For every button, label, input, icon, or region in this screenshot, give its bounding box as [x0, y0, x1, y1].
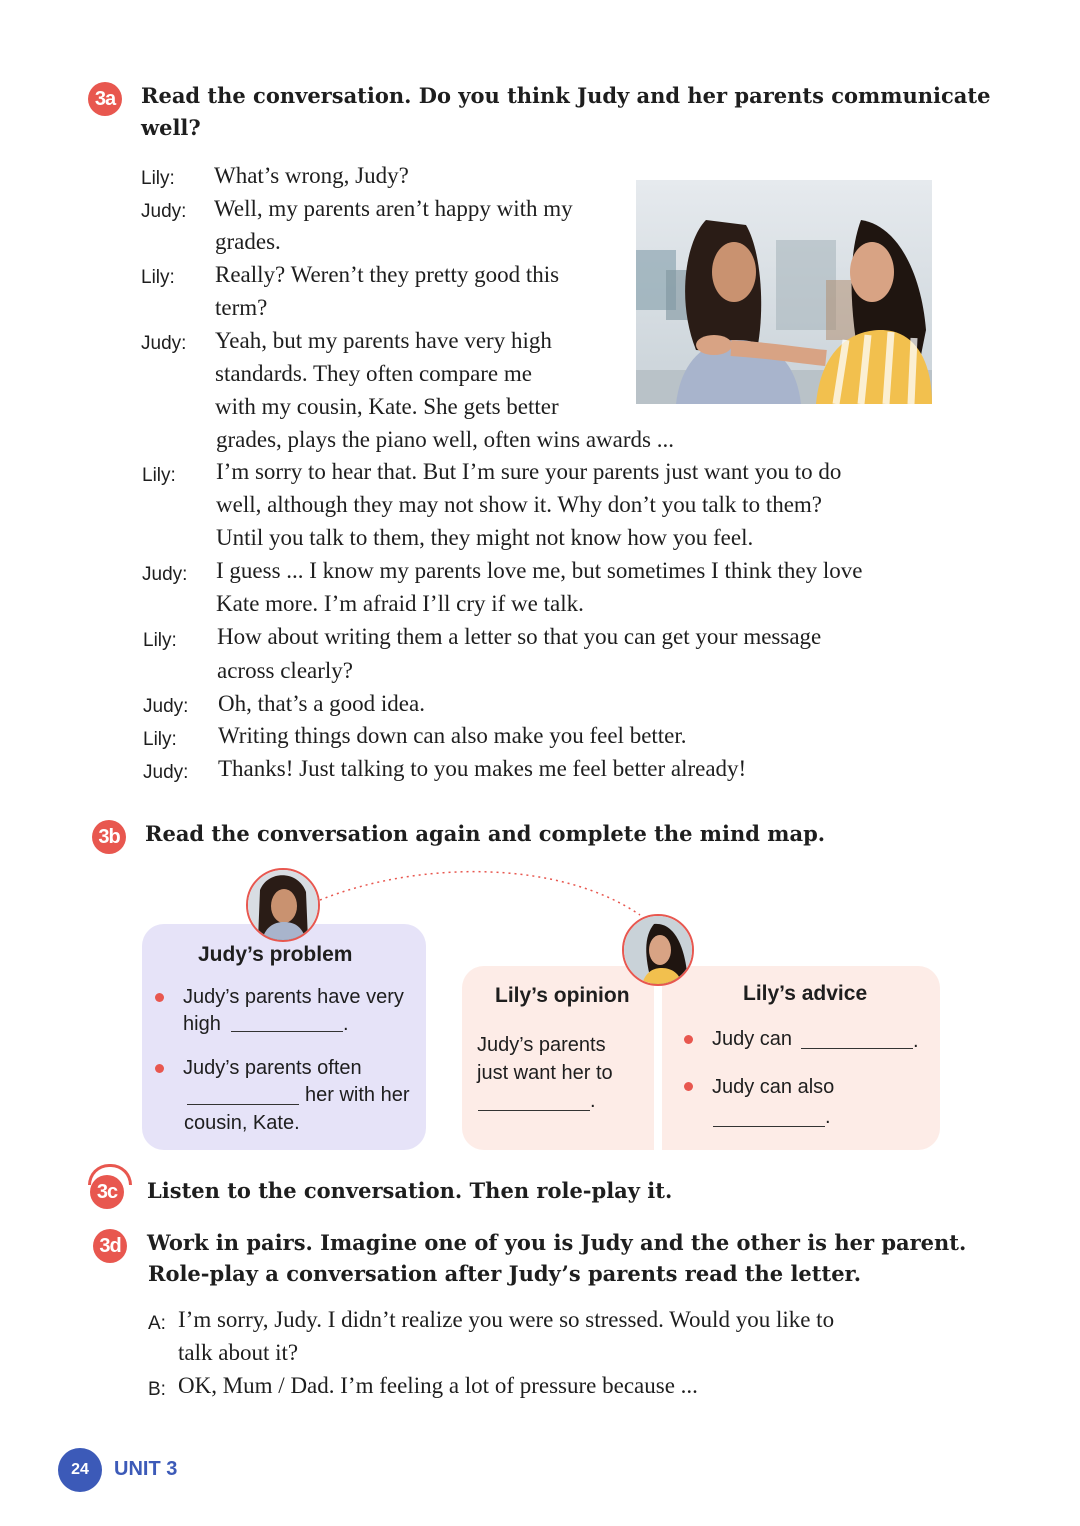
speaker-label: Judy:: [142, 564, 188, 585]
dialogue-line: Well, my parents aren’t happy with my: [214, 196, 573, 221]
dialogue-line: I’m sorry to hear that. But I’m sure your parents just want you to do: [216, 459, 842, 484]
dialogue-line: Kate more. I’m afraid I’ll cry if we talk.: [216, 591, 584, 616]
dialogue-line: well, although they may not show it. Why don’t you talk to them?: [216, 492, 823, 517]
exercise-badge-3c: 3c: [90, 1175, 124, 1209]
blank-compare: [187, 1104, 299, 1105]
dialogue-line: How about writing them a letter so that you can get your message: [217, 624, 822, 649]
opinion-line1: Judy’s parents: [477, 1034, 606, 1056]
problem-bullet2-line3: cousin, Kate.: [184, 1112, 300, 1134]
dialogue-line: with my cousin, Kate. She gets better: [215, 394, 559, 419]
bullet-dot: [684, 1082, 693, 1091]
instruction-3a-line2: well?: [141, 115, 201, 140]
speaker-label: Lily:: [142, 465, 176, 486]
dialogue-line: Until you talk to them, they might not know how you feel.: [216, 525, 754, 550]
blank-write-letter: [801, 1048, 913, 1049]
bullet-dot: [155, 1064, 164, 1073]
bullet-dot: [155, 993, 164, 1002]
opinion-line2: just want her to: [477, 1062, 613, 1084]
unit-label: UNIT 3: [114, 1458, 178, 1480]
speaker-label: Judy:: [143, 696, 189, 717]
speaker-label: Lily:: [141, 168, 175, 189]
advice-bullet2: Judy can also: [712, 1076, 835, 1098]
example-a-line2: talk about it?: [178, 1340, 299, 1365]
blank-do-well: [478, 1110, 590, 1111]
lily-advice-title: Lily’s advice: [743, 982, 868, 1005]
speaker-b-label: B:: [148, 1379, 166, 1400]
dialogue-line: grades, plays the piano well, often wins awards ...: [216, 427, 674, 452]
advice-bullet2-period: .: [825, 1106, 831, 1128]
speaker-label: Lily:: [141, 267, 175, 288]
speaker-label: Judy:: [141, 333, 187, 354]
blank-end-period: .: [343, 1013, 349, 1035]
advice-bullet1: Judy can: [712, 1028, 793, 1050]
bullet-dot: [684, 1035, 693, 1044]
speaker-label: Lily:: [143, 630, 177, 651]
exercise-badge-3a: 3a: [88, 82, 122, 116]
dialogue-line: grades.: [215, 229, 281, 254]
dialogue-line: Thanks! Just talking to you makes me feel better already!: [218, 756, 747, 781]
speaker-label: Lily:: [143, 729, 177, 750]
example-a-line1: I’m sorry, Judy. I didn’t realize you were so stressed. Would you like to: [178, 1307, 835, 1332]
problem-bullet2-line1: Judy’s parents often: [183, 1057, 362, 1079]
example-b-line1: OK, Mum / Dad. I’m feeling a lot of pressure because ...: [178, 1373, 698, 1398]
dialogue-line: Yeah, but my parents have very high: [215, 328, 552, 353]
problem-bullet2-line2: her with her: [305, 1084, 410, 1106]
advice-bullet1-period: .: [913, 1030, 919, 1052]
dialogue-line: standards. They often compare me: [215, 361, 532, 386]
dialogue-line: What’s wrong, Judy?: [214, 163, 409, 188]
dialogue-line: Writing things down can also make you feel better.: [218, 723, 687, 748]
exercise-badge-3d: 3d: [93, 1229, 127, 1263]
speaker-label: Judy:: [141, 201, 187, 222]
blank-standards: [231, 1031, 343, 1032]
card-divider: [654, 966, 662, 1150]
lily-avatar: [622, 914, 694, 986]
instruction-3d-line1: Work in pairs. Imagine one of you is Judy and the other is her parent.: [147, 1230, 967, 1255]
problem-bullet1-line1: Judy’s parents have very: [183, 986, 404, 1008]
judy-problem-title: Judy’s problem: [198, 943, 353, 966]
instruction-3d-line2: Role-play a conversation after Judy’s parents read the letter.: [148, 1261, 862, 1286]
dialogue-line: term?: [215, 295, 268, 320]
judy-avatar: [246, 868, 320, 942]
blank-feel-better: [713, 1126, 825, 1127]
opinion-end-period: .: [590, 1090, 596, 1112]
instruction-3b: Read the conversation again and complete the mind map.: [145, 821, 826, 846]
dialogue-line: I guess ... I know my parents love me, but sometimes I think they love: [216, 558, 863, 583]
dialogue-line: Oh, that’s a good idea.: [218, 691, 425, 716]
problem-bullet1-line2: high: [183, 1013, 221, 1035]
lily-opinion-title: Lily’s opinion: [495, 984, 630, 1007]
instruction-3c: Listen to the conversation. Then role-play it.: [147, 1178, 673, 1203]
speaker-a-label: A:: [148, 1313, 166, 1334]
dialogue-line: Really? Weren’t they pretty good this: [215, 262, 560, 287]
page-number: 24: [58, 1448, 102, 1492]
exercise-badge-3b: 3b: [92, 820, 126, 854]
instruction-3a-line1: Read the conversation. Do you think Judy and her parents communicate: [141, 83, 991, 108]
dialogue-line: across clearly?: [217, 658, 354, 683]
speaker-label: Judy:: [143, 762, 189, 783]
